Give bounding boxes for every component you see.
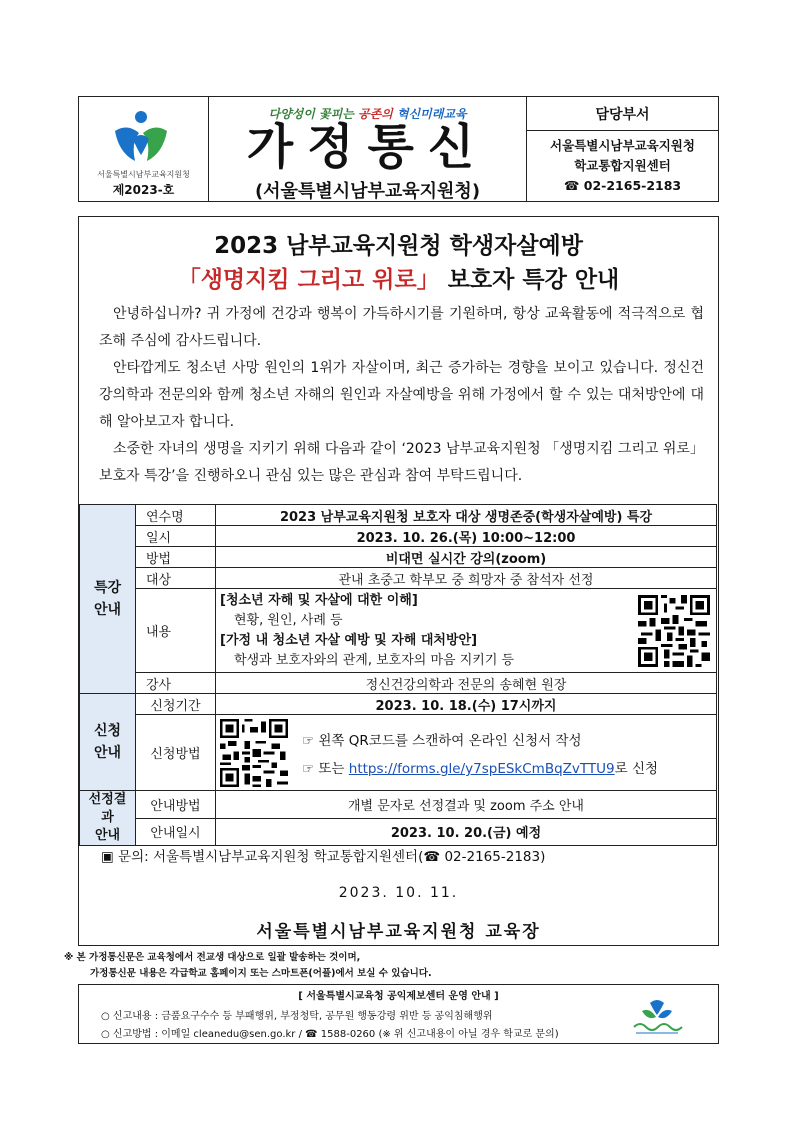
apply-form-link[interactable]: https://forms.gle/y7spESkCmBqZvTTU9 [348, 761, 615, 777]
lecturer-value: 정신건강의학과 전문의 송혜현 원장 [216, 673, 717, 694]
table-row [80, 791, 717, 819]
paragraph-greeting: 안녕하십니까? 귀 가정에 건강과 행복이 가득하시기를 기원하며, 항상 교육활동에 적극적으로 협조해 주심에 감사드립니다. [99, 306, 704, 349]
table-row [80, 589, 717, 673]
seoul-education-logo [109, 109, 173, 165]
issue-number: 제2023-호 [112, 183, 175, 197]
method-label: 방법 [136, 547, 216, 568]
category-result-l2: 안내 [94, 828, 121, 843]
apply-method-label: 신청방법 [136, 715, 216, 791]
issue-date: 2023. 10. 11. [338, 885, 459, 901]
datetime-value: 2023. 10. 26.(목) 10:00~12:00 [216, 526, 717, 547]
table-row [80, 568, 717, 589]
notice-title-rest: 보호자 특강 안내 [439, 267, 620, 293]
qr-code-apply-icon[interactable] [220, 719, 288, 787]
paragraph-background: 안타깝게도 청소년 사망 원인의 1위가 자살이며, 최근 증가하는 경향을 보이고 있습니다. 정신건강의학과 전문의와 함께 청소년 자해의 원인과 자살예방을 위해 가정에서 할 수 있는 대처방안에 대해 알아보고자 합니다. [99, 360, 704, 430]
header-title-area [209, 97, 527, 201]
qr-code-icon[interactable] [638, 595, 710, 667]
header-left [79, 97, 209, 201]
report-method-line: ○ 신고방법 : 이메일 cleanedu@sen.go.kr / ☎ 1588-0260 (※ 위 신고내용이 아닐 경우 학교로 문의) [101, 1029, 559, 1040]
category-result [80, 791, 136, 846]
department-label: 담당부서 [527, 97, 718, 131]
department-office: 서울특별시남부교육지원청 [550, 138, 695, 153]
notice-paragraphs [99, 301, 704, 490]
apply-instruction-link [302, 757, 658, 777]
report-content-line: ○ 신고내용 : 금품요구수수 등 부패행위, 부정청탁, 공무원 행동강령 위반 등 공익침해행위 [101, 1011, 493, 1022]
table-row [80, 715, 717, 791]
notify-date-label: 안내일시 [136, 818, 216, 846]
paragraph-request: 소중한 자녀의 생명을 지키기 위해 다음과 같이 ‘2023 남부교육지원청 「생명지킴 그리고 위로」보호자 특강’을 진행하오니 관심 있는 많은 관심과 참여 부탁드립니다. [99, 441, 704, 484]
table-row [80, 505, 717, 526]
slogan-part2: 공존의 [357, 107, 397, 121]
report-center-title: [ 서울특별시교육청 공익제보센터 운영 안내 ] [298, 991, 499, 1002]
notify-date-value: 2023. 10. 20.(금) 예정 [216, 818, 717, 846]
newsletter-subtitle: (서울특별시남부교육지원청) [254, 181, 481, 202]
table-row [80, 694, 717, 715]
apply-link-suffix: 로 신청 [614, 761, 659, 777]
department-center: 학교통합지원센터 [574, 158, 671, 173]
table-row [80, 526, 717, 547]
notify-method-value: 개별 문자로 선정결과 및 zoom 주소 안내 [216, 791, 717, 819]
category-apply [80, 694, 136, 791]
apply-period-value: 2023. 10. 18.(수) 17시까지 [216, 694, 717, 715]
apply-period-label: 신청기간 [136, 694, 216, 715]
apply-link-prefix: ☞ 또는 [302, 761, 349, 777]
header-department [527, 97, 718, 201]
category-result-l1: 선정결과 [88, 792, 127, 825]
category-lecture [80, 505, 136, 694]
content-heading-1: [청소년 자해 및 자살에 대한 이해] [220, 592, 418, 608]
note-line-1: ※ 본 가정통신문은 교육청에서 전교생 대상으로 일괄 발송하는 것이며, [64, 952, 361, 963]
notice-title-line2 [79, 261, 718, 294]
category-lecture-l1: 특강 [93, 580, 122, 596]
department-info [527, 131, 718, 201]
lecturer-label: 강사 [136, 673, 216, 694]
distribution-note [64, 950, 432, 982]
newsletter-title: 가정통신 [246, 119, 489, 175]
slogan-part3: 혁신미래교육 [396, 107, 467, 121]
category-apply-l1: 신청 [93, 723, 122, 739]
report-center-logo [628, 997, 686, 1039]
program-name: 「생명지킴 그리고 위로」 [177, 267, 440, 293]
course-label: 연수명 [136, 505, 216, 526]
notice-body [78, 216, 719, 946]
table-row [80, 673, 717, 694]
category-lecture-l2: 안내 [93, 602, 122, 618]
info-table [79, 504, 717, 846]
inquiry-contact: ▣ 문의: 서울특별시남부교육지원청 학교통합지원센터(☎ 02-2165-2183) [101, 849, 546, 865]
apply-instruction-qr: ☞ 왼쪽 QR코드를 스캔하여 온라인 신청서 작성 [302, 733, 582, 749]
report-center-box [78, 984, 719, 1044]
target-label: 대상 [136, 568, 216, 589]
department-phone: ☎ 02-2165-2183 [563, 178, 682, 193]
table-row [80, 547, 717, 568]
notice-title-line1: 2023 남부교육지원청 학생자살예방 [214, 233, 583, 259]
header [78, 96, 719, 202]
table-row [80, 818, 717, 846]
target-value: 관내 초중고 학부모 중 희망자 중 참석자 선정 [216, 568, 717, 589]
datetime-label: 일시 [136, 526, 216, 547]
content-item-1: 현황, 원인, 사례 등 [234, 612, 343, 628]
notify-method-label: 안내방법 [136, 791, 216, 819]
course-value: 2023 남부교육지원청 보호자 대상 생명존중(학생자살예방) 특강 [216, 505, 717, 526]
org-small-name: 서울특별시남부교육지원청 [97, 170, 190, 179]
content-item-2: 학생과 보호자와의 관계, 보호자의 마음 지키기 등 [234, 652, 515, 668]
slogan-part1: 다양성이 꽃피는 [268, 107, 358, 121]
apply-method-value [216, 715, 717, 791]
content-heading-2: [가정 내 청소년 자살 예방 및 자해 대처방안] [220, 632, 478, 648]
category-apply-l2: 안내 [93, 745, 122, 761]
signer: 서울특별시남부교육지원청 교육장 [256, 922, 541, 942]
content-value [216, 589, 717, 673]
content-label: 내용 [136, 589, 216, 673]
method-value: 비대면 실시간 강의(zoom) [216, 547, 717, 568]
note-line-2: 가정통신문 내용은 각급학교 홈페이지 또는 스마트폰(어플)에서 보실 수 있습니다. [90, 968, 432, 979]
